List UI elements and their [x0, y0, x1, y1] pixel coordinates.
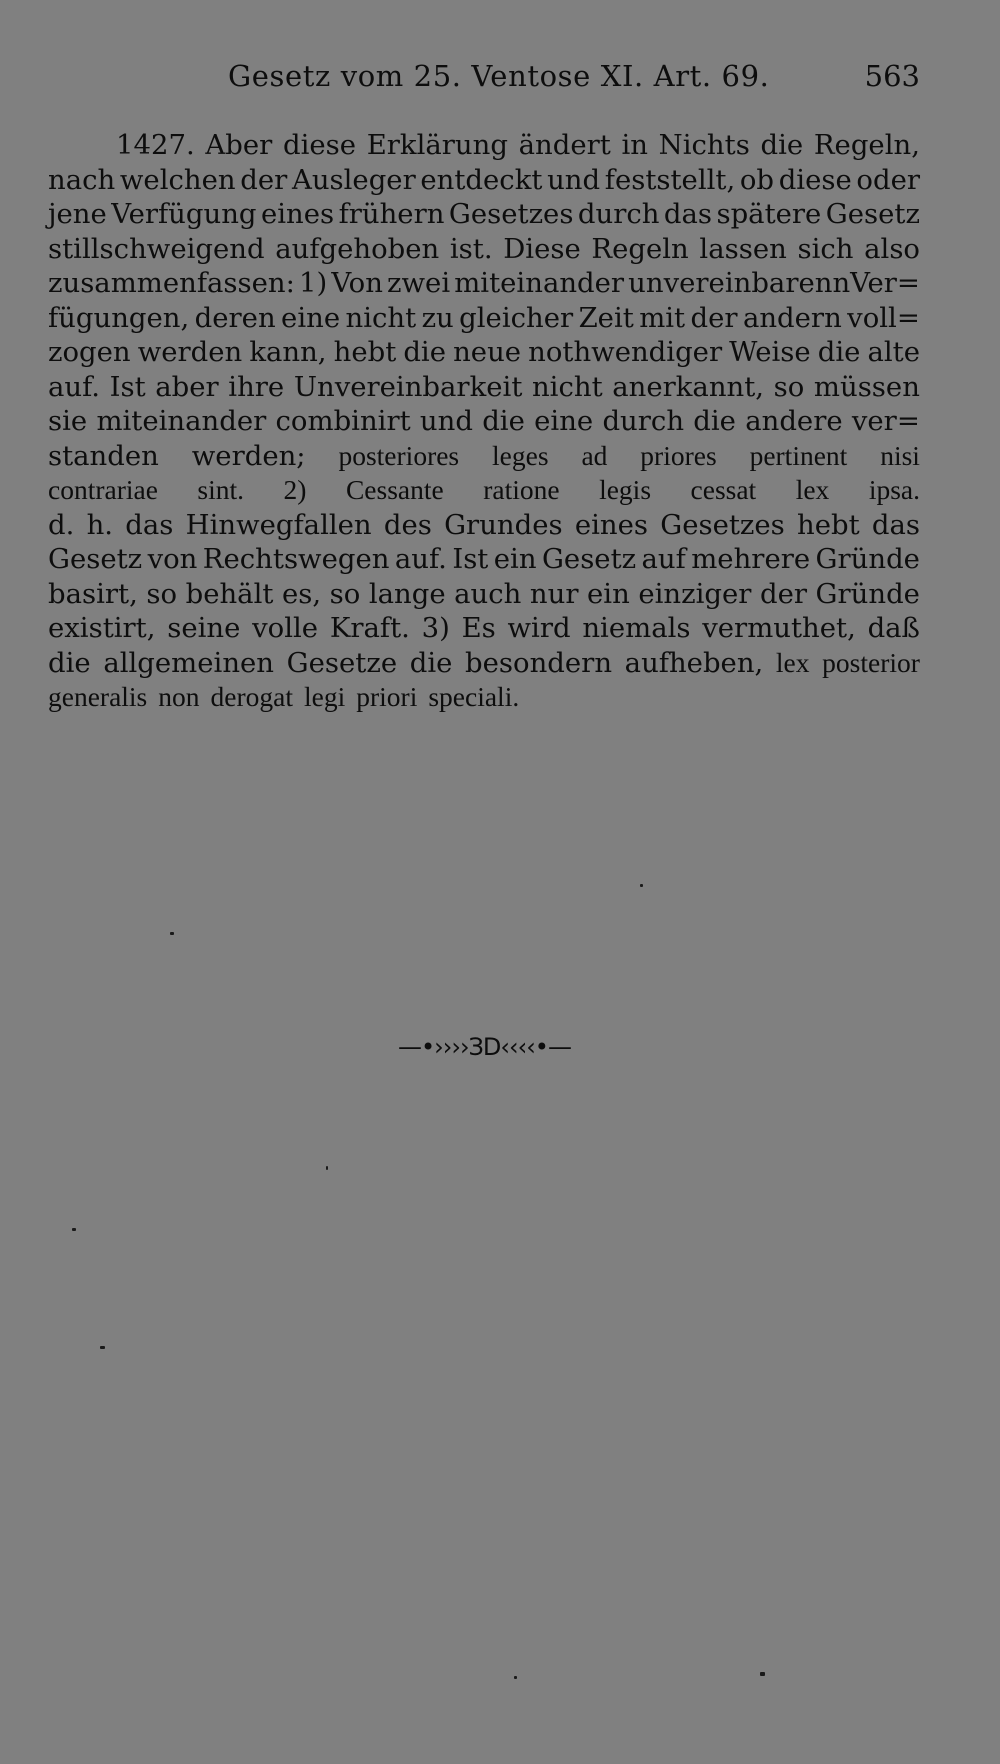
word: d. [48, 508, 75, 541]
print-speck [326, 1166, 328, 1170]
word: zogen [48, 336, 131, 368]
word: die [482, 405, 525, 437]
word: diese [282, 129, 357, 161]
word: jene [48, 198, 107, 230]
word: priores [640, 439, 717, 471]
word: priori [356, 681, 418, 712]
word: zusammenfassen: [48, 267, 295, 299]
word: miteinander [96, 405, 267, 437]
text-line [48, 197, 920, 232]
word: Regeln, [813, 129, 920, 161]
word: eine [534, 405, 594, 437]
word: des [383, 508, 432, 541]
word: ob [739, 163, 775, 196]
word: leges [492, 439, 549, 471]
word: die [409, 646, 453, 679]
word: durch [602, 405, 685, 437]
word: Erklärung [366, 129, 508, 161]
word: standen [48, 439, 159, 472]
word: deren [194, 301, 276, 334]
word: Rechtswegen [202, 543, 390, 575]
word: frühern [338, 198, 445, 230]
word: alte [867, 336, 920, 368]
word: speciali. [428, 681, 520, 712]
word: und [419, 405, 473, 437]
word: werden; [191, 439, 306, 472]
word: kann, [249, 336, 327, 368]
word: eine [281, 301, 341, 334]
text-line [48, 577, 920, 612]
word: Hinwegfallen [185, 508, 372, 541]
print-speck [100, 1346, 105, 1349]
word: und [547, 163, 601, 196]
word: der [759, 577, 807, 610]
word: Von [331, 267, 383, 299]
word: nicht [531, 370, 603, 403]
text-line [48, 128, 920, 163]
word: andern [742, 301, 842, 334]
word: Gesetz [541, 543, 637, 575]
word: auf. [394, 543, 447, 575]
print-speck [640, 884, 643, 887]
word: sich [797, 232, 854, 265]
word: Cessante [345, 474, 444, 505]
word: von [147, 543, 198, 575]
word: nothwendiger [528, 336, 723, 368]
word: ein [587, 577, 630, 610]
text-line [48, 266, 920, 301]
running-head [48, 56, 920, 96]
word: eines [574, 508, 649, 541]
word: Regeln [591, 232, 689, 265]
page-number: 563 [864, 59, 920, 93]
word: sint. [197, 474, 245, 505]
word: spätere [716, 198, 822, 230]
word: eines [260, 198, 335, 230]
text-line [48, 542, 920, 577]
word: Gesetz [825, 198, 920, 230]
word: derogat [210, 681, 293, 712]
word: so [146, 577, 178, 610]
word: ändert [518, 129, 611, 161]
section-end-ornament: —•››››ЗD‹‹‹‹•— [398, 1033, 571, 1061]
word: besondern [465, 646, 613, 679]
word: in [621, 129, 648, 161]
word: feststellt, [604, 163, 736, 196]
word: Gesetzes [448, 198, 574, 230]
word: neue [453, 336, 522, 368]
print-speck [170, 932, 174, 935]
word: die [817, 336, 861, 368]
word: so [773, 370, 805, 403]
word: lex [775, 646, 810, 678]
word: non [158, 681, 200, 712]
word: posterior [822, 646, 920, 678]
word: volle [252, 612, 319, 644]
word: zu [421, 301, 454, 334]
word: niemals [582, 612, 691, 644]
word: es, [281, 577, 322, 610]
word: nur [529, 577, 579, 610]
word: fügungen, [48, 301, 190, 334]
word: voll= [847, 301, 920, 334]
word: lange [368, 577, 446, 610]
word: Gesetze [286, 646, 398, 679]
word: Verfügung [111, 198, 257, 230]
word: werden [137, 336, 243, 368]
word: Zeit [578, 301, 634, 334]
word: ratione [483, 474, 560, 505]
text-line [48, 646, 920, 681]
word: existirt, [48, 612, 156, 644]
word: Gründe [815, 543, 920, 575]
word: generalis [48, 681, 148, 712]
word: Diese [503, 232, 581, 265]
word: hebt [333, 336, 397, 368]
word: durch [577, 198, 660, 230]
word: lex [795, 474, 830, 505]
word: ipsa. [868, 474, 920, 505]
word: 2) [283, 474, 307, 505]
word: sie [48, 405, 88, 437]
word: Gesetzes [660, 508, 785, 541]
word: Ausleger [291, 163, 416, 196]
print-speck [514, 1676, 517, 1679]
word: aber [155, 370, 219, 403]
text-line [48, 232, 920, 267]
word: Ist [452, 543, 489, 575]
word: also [864, 232, 920, 265]
word: h. [86, 508, 114, 541]
word: entdeckt [420, 163, 543, 196]
text-line [48, 473, 920, 508]
word: auf [641, 543, 686, 575]
word: ein [493, 543, 537, 575]
word: die [48, 646, 91, 679]
word: wird [507, 612, 571, 644]
word: so [329, 577, 361, 610]
word: nach [48, 163, 116, 196]
word: Es [461, 612, 496, 644]
text-line [48, 680, 920, 715]
word: die [760, 129, 804, 161]
text-line [48, 301, 920, 336]
word: andere [745, 405, 843, 437]
word: lassen [699, 232, 787, 265]
word: miteinander [454, 267, 625, 299]
text-line [48, 404, 920, 439]
word: legis [599, 474, 652, 505]
word: ver= [851, 405, 920, 437]
word: Aber [205, 129, 273, 161]
word: Weise [729, 336, 811, 368]
word: müssen [813, 370, 920, 403]
word: basirt, [48, 577, 138, 610]
word: die [693, 405, 736, 437]
word: combinirt [275, 405, 411, 437]
word: zwei [387, 267, 451, 299]
word: der [240, 163, 288, 196]
word: auf. [48, 370, 101, 403]
word: Gesetz [48, 543, 143, 575]
word: welchen [119, 163, 236, 196]
word: auch [454, 577, 522, 610]
word: einziger [638, 577, 752, 610]
word: gleicher [459, 301, 574, 334]
word: vermuthet, [702, 612, 856, 644]
word: Gründe [815, 577, 920, 610]
text-line [48, 439, 920, 474]
running-title: Gesetz vom 25. Ventose XI. Art. 69. [228, 59, 770, 93]
text-line [48, 611, 920, 646]
word: Grundes [444, 508, 563, 541]
word: pertinent [749, 439, 848, 471]
text-line [48, 163, 920, 198]
word: ist. [449, 232, 493, 265]
word: aufheben, [624, 646, 764, 679]
word: Nichts [658, 129, 750, 161]
word: Ist [109, 370, 146, 403]
word: die [403, 336, 447, 368]
word: ihre [228, 370, 285, 403]
word: posteriores [338, 439, 460, 471]
text-line [48, 335, 920, 370]
word: nisi [880, 439, 920, 471]
word: diese [778, 163, 852, 196]
print-speck [760, 1672, 765, 1676]
word: anerkannt, [612, 370, 765, 403]
word: das [125, 508, 174, 541]
word: oder [856, 163, 920, 196]
word: allgemeinen [103, 646, 275, 679]
word: der [690, 301, 738, 334]
word: stillschweigend [48, 232, 265, 265]
word: unvereinbarennVer= [628, 267, 920, 299]
word: cessat [690, 474, 757, 505]
word: Kraft. [329, 612, 410, 644]
word: das [663, 198, 713, 230]
word: seine [167, 612, 241, 644]
paragraph-1427 [48, 128, 920, 715]
word: contrariae [48, 474, 158, 505]
word: behält [185, 577, 274, 610]
print-speck [72, 1228, 76, 1231]
word: aufgehoben [275, 232, 440, 265]
word: nicht [345, 301, 417, 334]
word: 1) [299, 267, 328, 299]
word: mehrere [691, 543, 811, 575]
word: daß [867, 612, 920, 644]
word: Unvereinbarkeit [293, 370, 523, 403]
word: 3) [421, 612, 450, 644]
word: legi [303, 681, 346, 712]
word: das [871, 508, 920, 541]
word: hebt [797, 508, 860, 541]
word: 1427. [116, 129, 195, 161]
word: ad [581, 439, 608, 471]
word: mit [639, 301, 686, 334]
text-line [48, 370, 920, 405]
text-line [48, 508, 920, 543]
